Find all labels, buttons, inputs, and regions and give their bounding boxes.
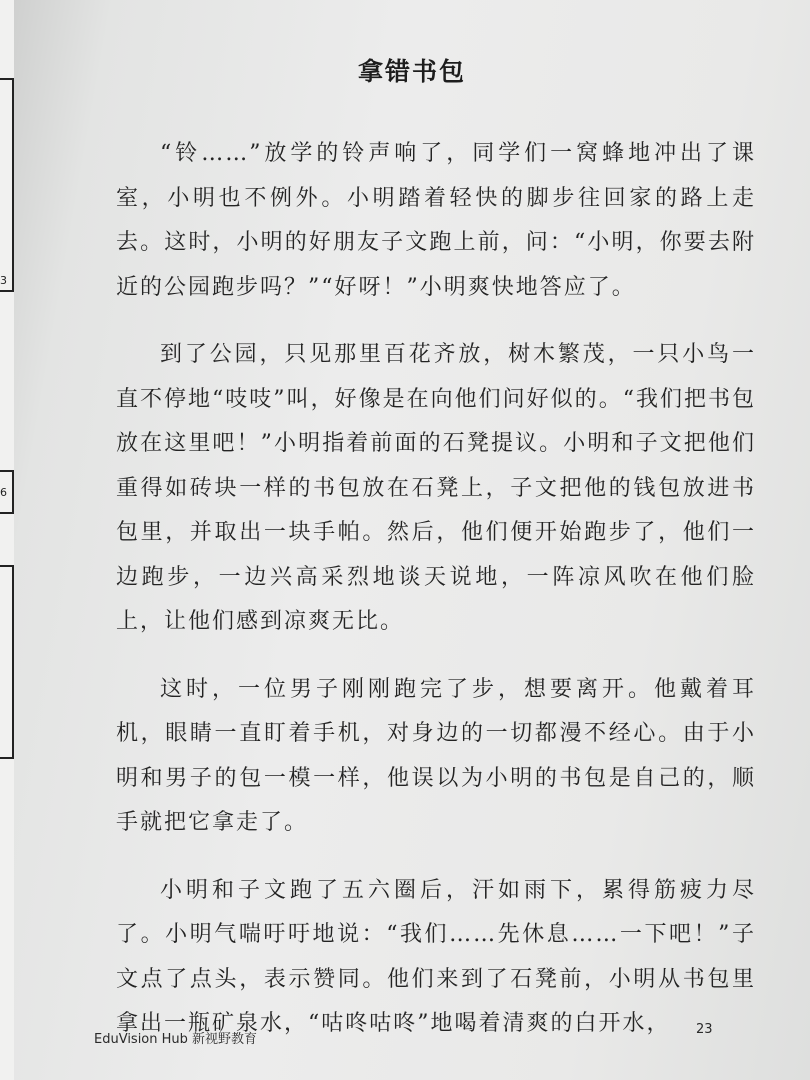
book-page bbox=[14, 0, 810, 1080]
page-number: 23 bbox=[696, 1022, 713, 1037]
adjacent-page-frame bbox=[0, 565, 14, 759]
adjacent-page-mark: 3 bbox=[0, 274, 7, 287]
story-body bbox=[116, 132, 756, 1070]
adjacent-page-frame bbox=[0, 78, 14, 292]
publisher-footer: EduVision Hub 新视野教育 bbox=[94, 1032, 258, 1047]
paragraph: 小明和子文跑了五六圈后，汗如雨下，累得筋疲力尽了。小明气喘吁吁地说：“我们……先休息……一下吧！”子文点了点头，表示赞同。他们来到了石凳前，小明从书包里拿出一瓶矿泉水，“咕咚咕咚”地喝着清爽的白开水， bbox=[116, 877, 756, 1036]
paragraph: 到了公园，只见那里百花齐放，树木繁茂，一只小鸟一直不停地“吱吱”叫，好像是在向他们问好似的。“我们把书包放在这里吧！”小明指着前面的石凳提议。小明和子文把他们重得如砖块一样的书包放在石凳上，子文把他的钱包放进书包里，并取出一块手帕。然后，他们便开始跑步了，他们一边跑步，一边兴高采烈地谈天说地，一阵凉风吹在他们脸上，让他们感到凉爽无比。 bbox=[116, 342, 756, 634]
adjacent-page-mark: 6 bbox=[0, 486, 7, 499]
adjacent-page-edge bbox=[0, 0, 15, 1080]
story-title: 拿错书包 bbox=[357, 57, 466, 86]
paragraph: “铃……”放学的铃声响了，同学们一窝蜂地冲出了课室，小明也不例外。小明踏着轻快的脚步往回家的路上走去。这时，小明的好朋友子文跑上前，问：“小明，你要去附近的公园跑步吗？”“好呀！”小明爽快地答应了。 bbox=[116, 141, 756, 300]
paragraph: 这时，一位男子刚刚跑完了步，想要离开。他戴着耳机，眼睛一直盯着手机，对身边的一切都漫不经心。由于小明和男子的包一模一样，他误以为小明的书包是自己的，顺手就把它拿走了。 bbox=[116, 676, 756, 835]
